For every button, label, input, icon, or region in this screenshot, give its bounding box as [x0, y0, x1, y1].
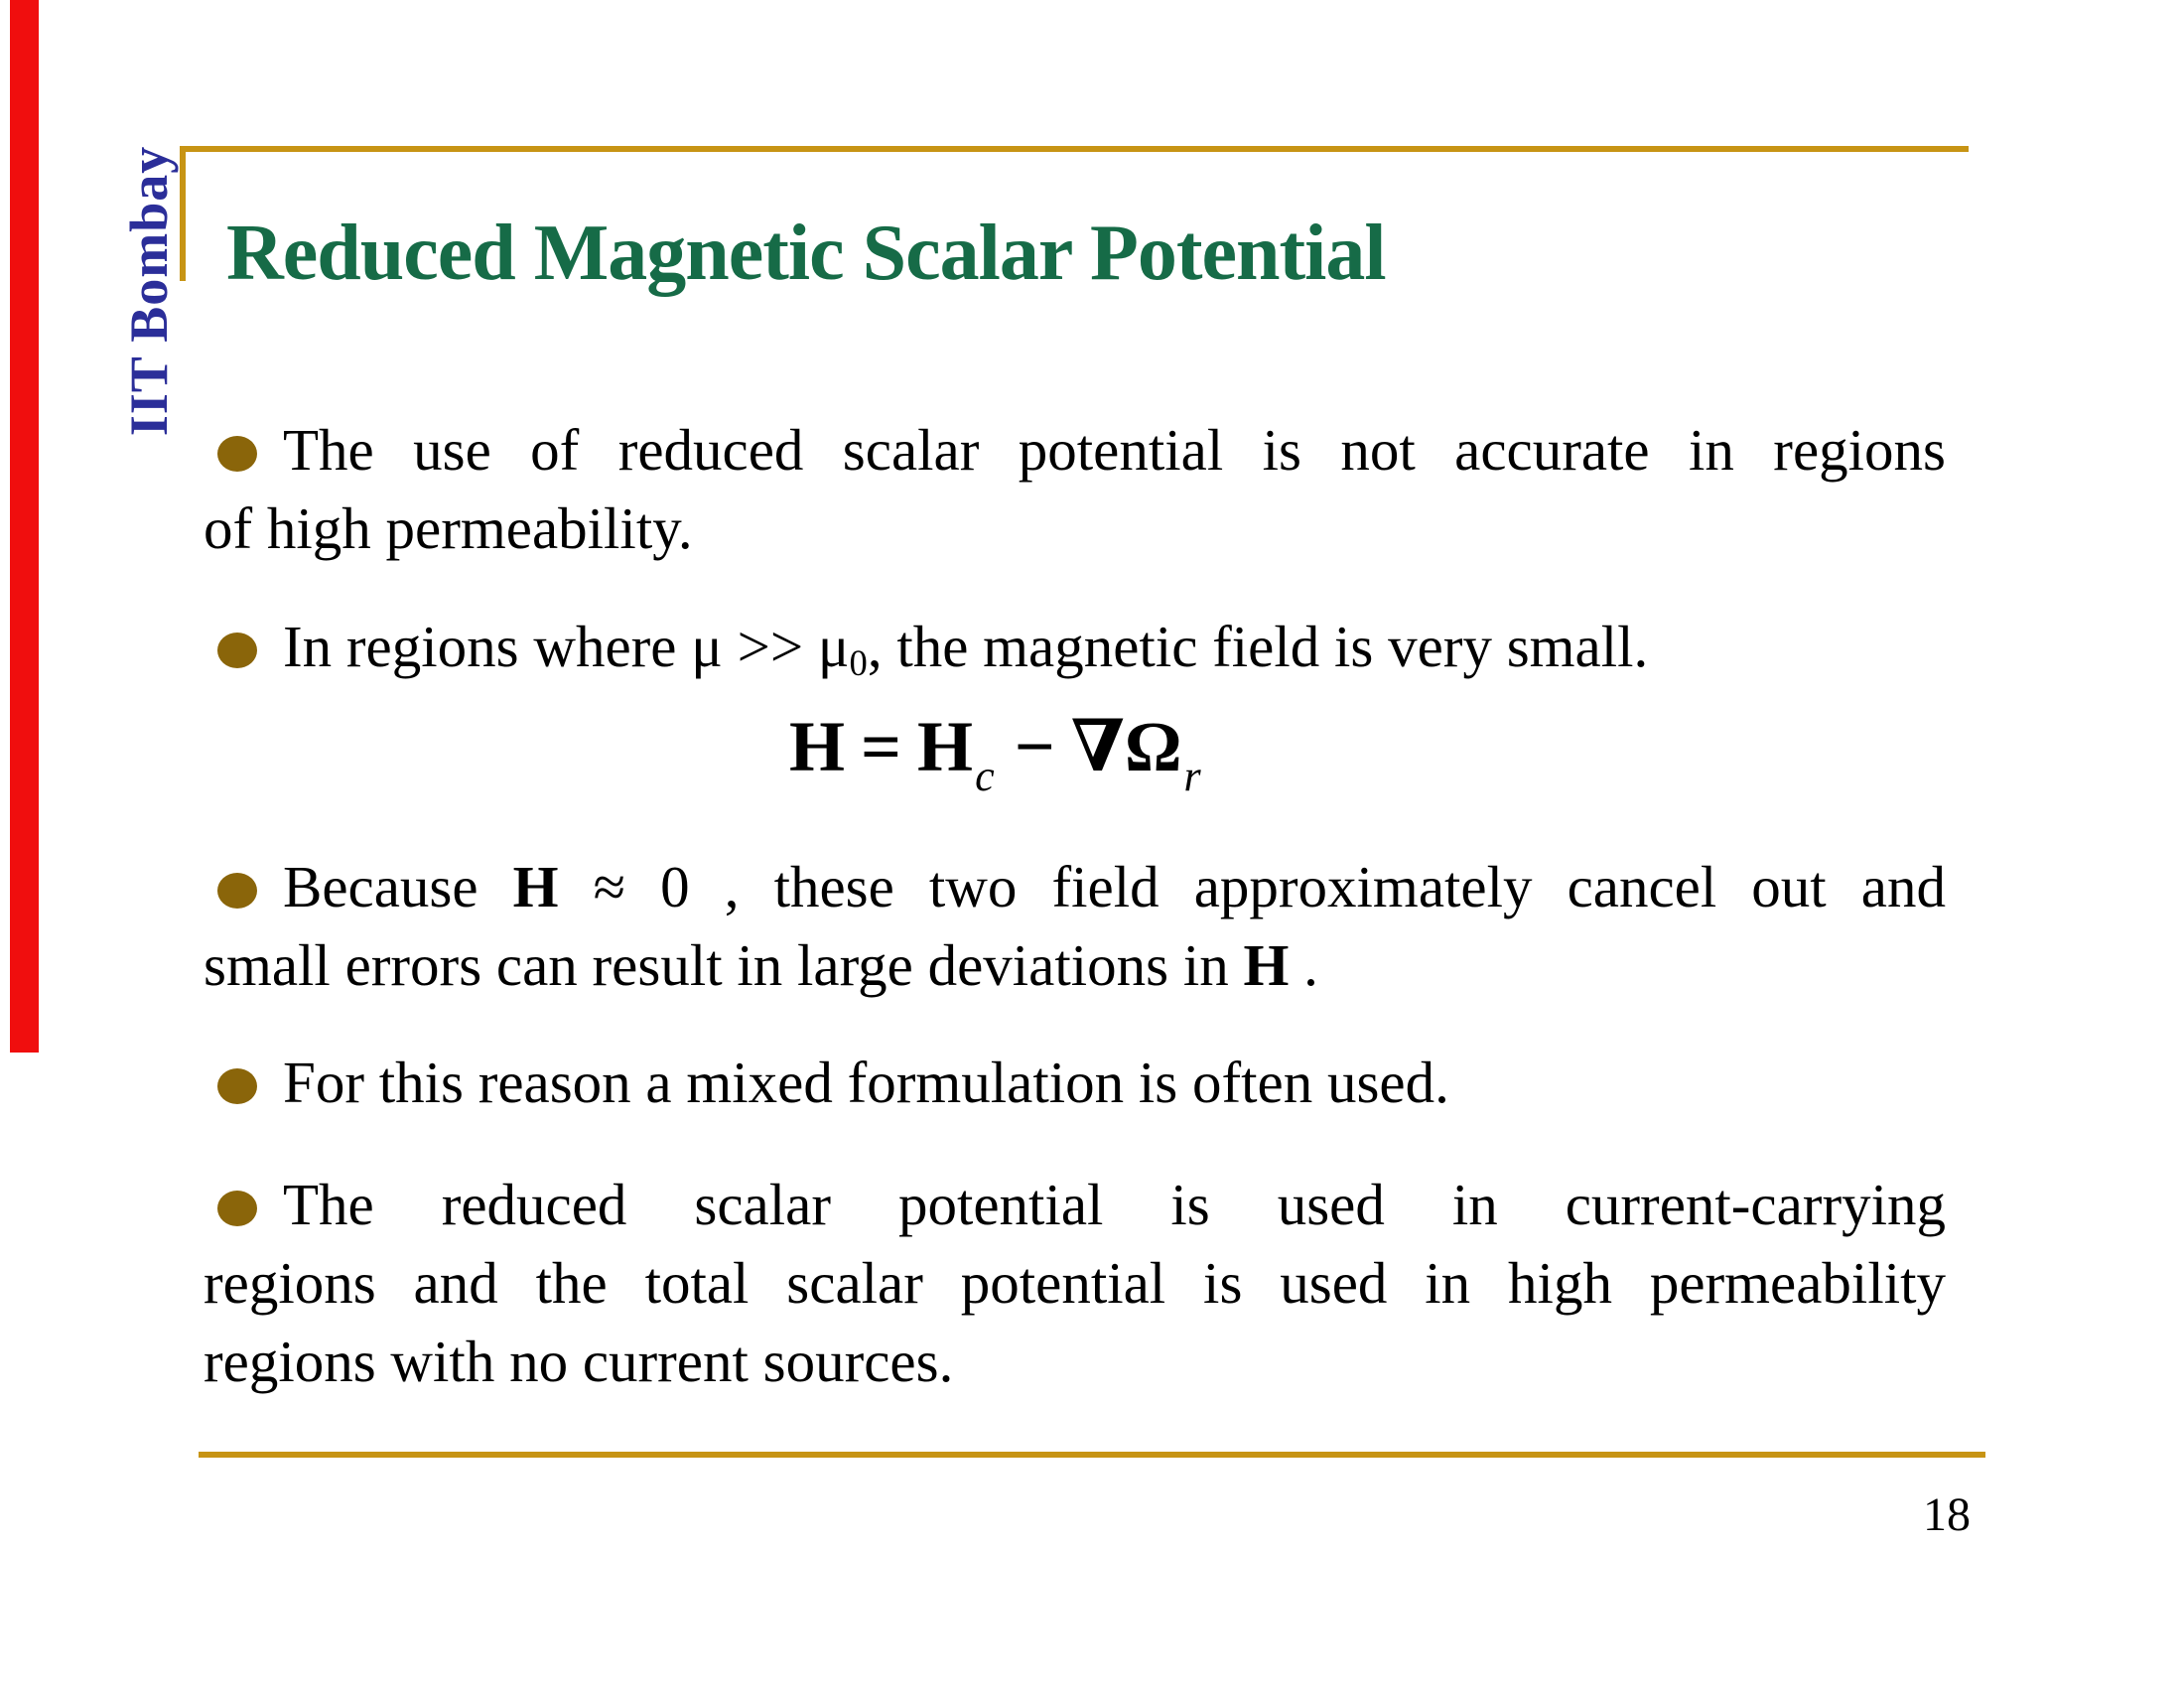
bullet-5-text-cont: regions and the total scalar potential is used in high permeability [204, 1250, 1946, 1316]
equation-Hc: H [917, 707, 974, 786]
bullet-3-text-cont: ≈ 0 , these two field approximately cancel out and [558, 854, 1946, 919]
bullet-marker-icon [217, 633, 257, 668]
bottom-divider-line [199, 1452, 1985, 1458]
minus-sign: − [1014, 707, 1055, 786]
bullet-4-line-1 [204, 1045, 1946, 1120]
bullet-marker-icon [217, 873, 257, 909]
bullet-5-text: The reduced scalar potential is used in current-carrying [283, 1172, 1946, 1237]
bullet-1-line-1 [204, 412, 1946, 488]
vector-H-symbol: H [1243, 932, 1290, 998]
page-number: 18 [1923, 1488, 1971, 1541]
subscript-r: r [1183, 752, 1201, 800]
equation-reduced-potential [789, 697, 1205, 826]
bullet-marker-icon [217, 436, 257, 472]
bullet-3-line-2 [204, 927, 1946, 1003]
bullet-marker-icon [217, 1191, 257, 1226]
red-accent-bar [10, 0, 39, 1053]
bullet-marker-icon [217, 1068, 257, 1104]
bullet-5-line-1 [204, 1167, 1946, 1242]
institute-logo-text: IIT Bombay [119, 145, 179, 437]
bullet-2-text: In regions where μ >> μ [283, 614, 850, 679]
bullet-1-line-2 [204, 491, 1946, 566]
slide-title: Reduced Magnetic Scalar Potential [226, 210, 1386, 297]
top-divider-line [182, 146, 1969, 152]
subscript-c: c [975, 752, 995, 800]
bullet-1-text: The use of reduced scalar potential is not accurate in regions [283, 417, 1946, 483]
bullet-5-line-2 [204, 1245, 1946, 1321]
mu-zero-subscript: 0 [849, 642, 868, 684]
vector-H-symbol: H [512, 854, 559, 919]
title-corner-line [180, 146, 186, 281]
bullet-3-text2: small errors can result in large deviations in [204, 932, 1244, 998]
bullet-3-line-1 [204, 849, 1946, 924]
nabla-omega: ∇Ω [1070, 707, 1182, 786]
bullet-2-line-1 [204, 609, 1946, 701]
bullet-3-text: Because [283, 854, 513, 919]
bullet-4-text: For this reason a mixed formulation is often used. [283, 1050, 1449, 1115]
bullet-3-text2-cont: . [1289, 932, 1318, 998]
bullet-5-text-end: regions with no current sources. [204, 1329, 954, 1394]
bullet-1-text-cont: of high permeability. [204, 495, 693, 561]
equals-sign: = [861, 707, 902, 786]
bullet-5-line-3 [204, 1324, 1946, 1399]
equation-H: H [789, 707, 846, 786]
bullet-2-text-cont: , the magnetic field is very small. [867, 614, 1649, 679]
